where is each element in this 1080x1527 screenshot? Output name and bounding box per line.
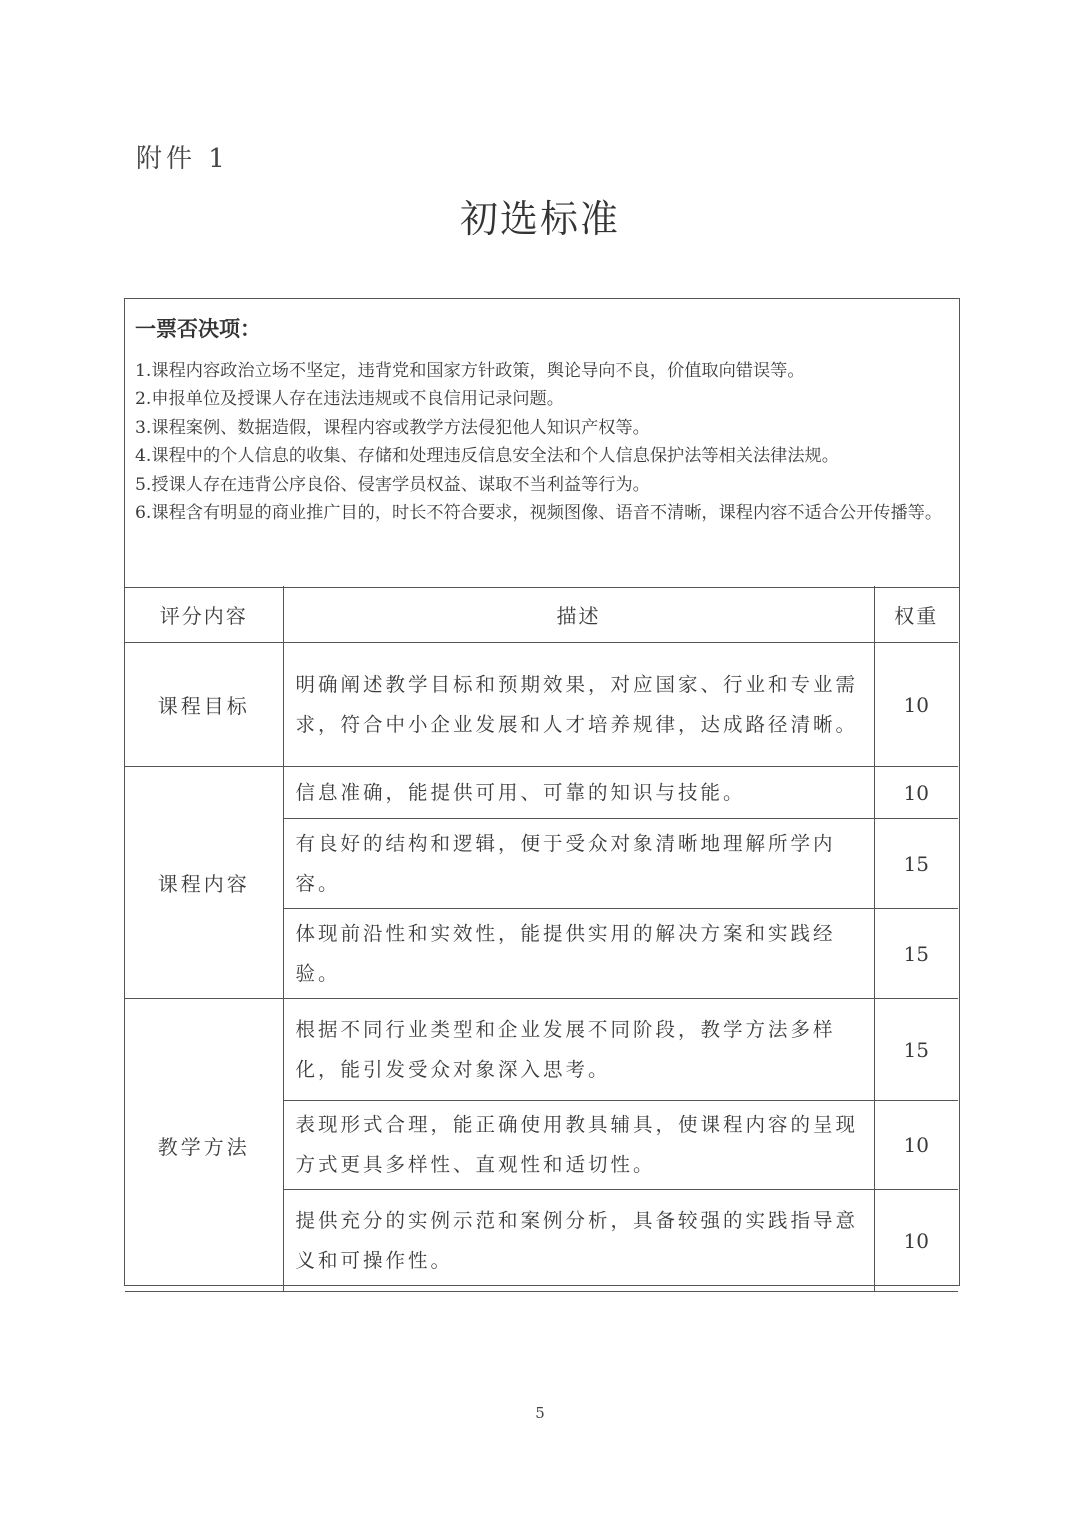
weight-cell: 10 [874, 1190, 958, 1292]
weight-cell: 15 [874, 999, 958, 1101]
veto-item: 2.申报单位及授课人存在违法违规或不良信用记录问题。 [135, 389, 564, 410]
veto-item: 6.课程含有明显的商业推广目的，时长不符合要求，视频图像、语音不清晰，课程内容不适合公开传播等。 [135, 503, 943, 524]
description-cell: 提供充分的实例示范和案例分析，具备较强的实践指导意义和可操作性。 [283, 1190, 874, 1292]
attachment-label: 附件 1 [136, 144, 229, 174]
category-cell: 课程内容 [125, 767, 283, 999]
header-weight: 权重 [874, 586, 958, 643]
table-row [125, 643, 958, 767]
table-row [125, 767, 958, 819]
header-category: 评分内容 [125, 586, 283, 643]
category-cell: 课程目标 [125, 643, 283, 767]
veto-item: 1.课程内容政治立场不坚定，违背党和国家方针政策，舆论导向不良，价值取向错误等。 [135, 361, 805, 381]
description-cell: 有良好的结构和逻辑，便于受众对象清晰地理解所学内容。 [283, 819, 874, 909]
weight-cell: 15 [874, 909, 958, 999]
scoring-table [125, 586, 958, 1292]
veto-item: 5.授课人存在违背公序良俗、侵害学员权益、谋取不当利益等行为。 [135, 474, 650, 495]
page-number: 5 [535, 1404, 545, 1422]
description-cell: 表现形式合理，能正确使用教具辅具，使课程内容的呈现方式更具多样性、直观性和适切性。 [283, 1101, 874, 1190]
weight-cell: 10 [874, 1101, 958, 1190]
criteria-box [124, 298, 960, 1286]
weight-cell: 10 [874, 643, 958, 767]
weight-cell: 15 [874, 819, 958, 909]
veto-item: 4.课程中的个人信息的收集、存储和处理违反信息安全法和个人信息保护法等相关法律法规。 [135, 446, 839, 467]
table-row [125, 999, 958, 1101]
table-header-row [125, 586, 958, 643]
veto-item: 3.课程案例、数据造假，课程内容或教学方法侵犯他人知识产权等。 [135, 417, 650, 438]
veto-list [135, 357, 957, 527]
weight-cell: 10 [874, 767, 958, 819]
veto-section [125, 299, 959, 588]
description-cell: 明确阐述教学目标和预期效果，对应国家、行业和专业需求，符合中小企业发展和人才培养规律，达成路径清晰。 [283, 643, 874, 767]
veto-heading: 一票否决项： [135, 317, 261, 341]
category-cell: 教学方法 [125, 999, 283, 1292]
header-description: 描述 [283, 586, 874, 643]
description-cell: 信息准确，能提供可用、可靠的知识与技能。 [283, 767, 874, 819]
description-cell: 体现前沿性和实效性，能提供实用的解决方案和实践经验。 [283, 909, 874, 999]
description-cell: 根据不同行业类型和企业发展不同阶段，教学方法多样化，能引发受众对象深入思考。 [283, 999, 874, 1101]
page-title: 初选标准 [459, 197, 620, 241]
